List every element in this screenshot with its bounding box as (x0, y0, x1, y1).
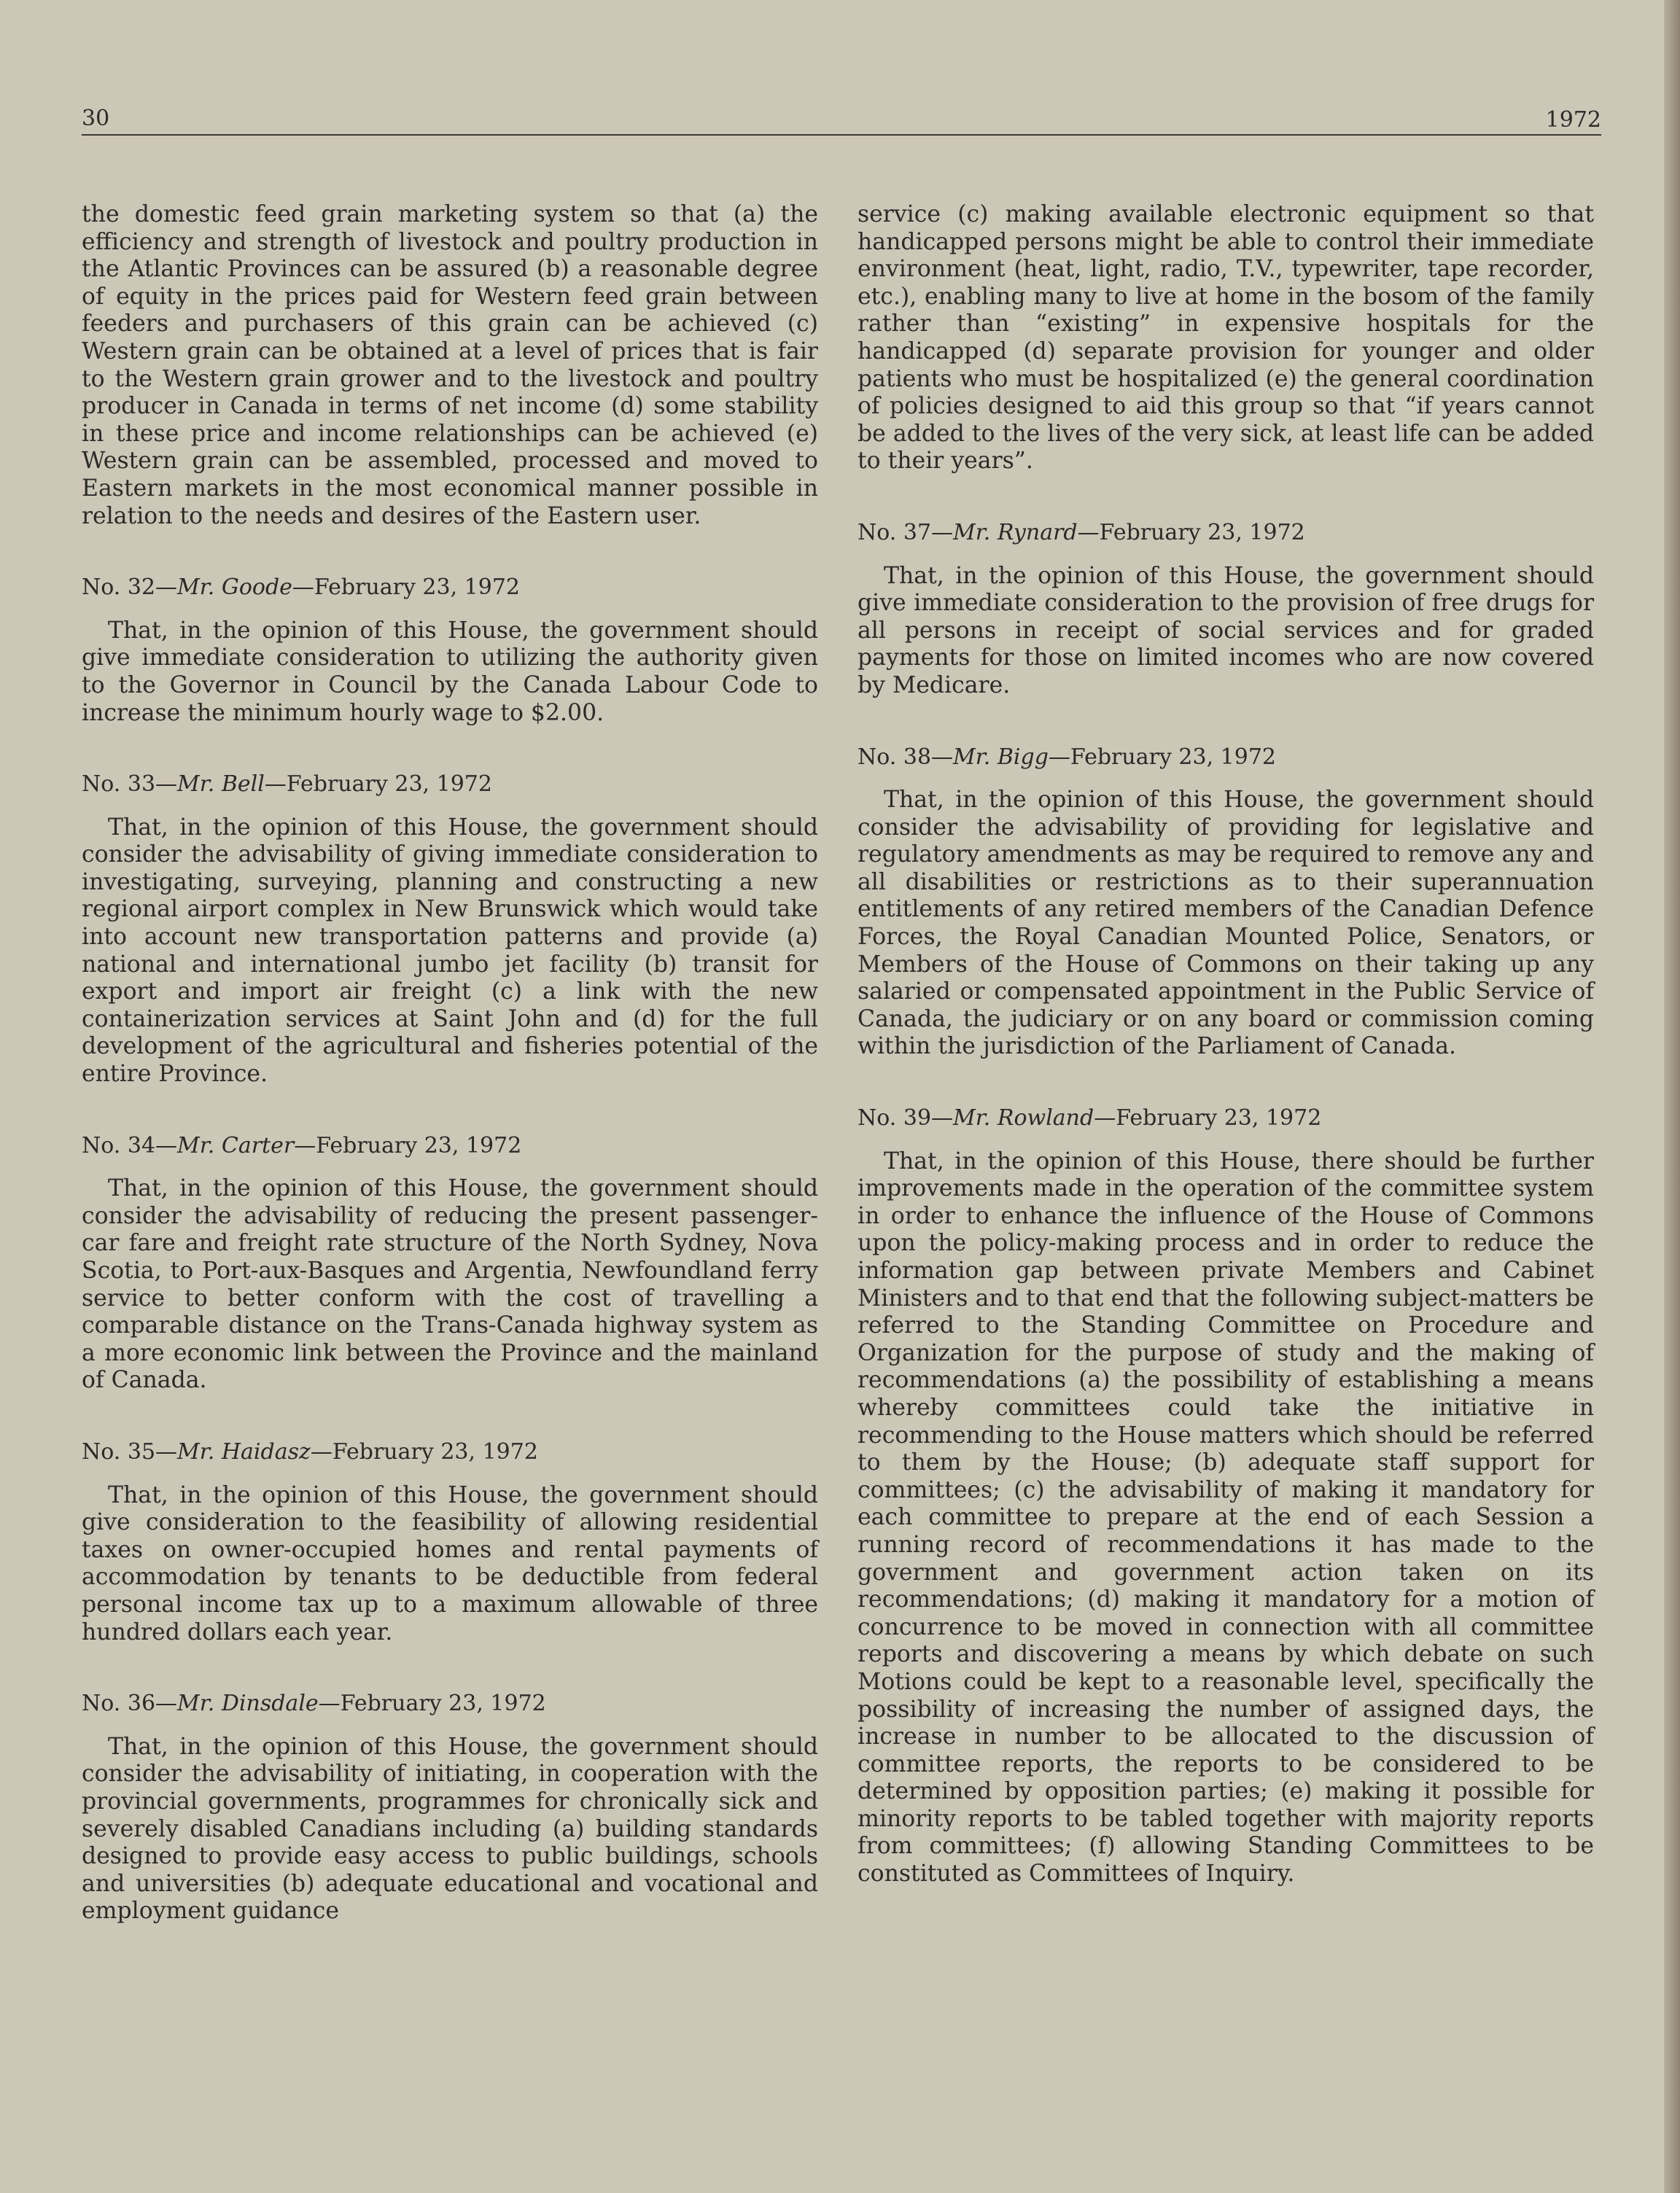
motion-title (858, 744, 1594, 771)
motion-33 (82, 771, 818, 1088)
motion-date: —February 23, 1972 (1048, 744, 1277, 770)
continued-motion-text: service (c) making available electronic equipment so that handicapped persons might be able to control their immediate environment (heat, light, radio, T.V., typewriter, tape recorder, etc.), enabling many to live at home in the bosom of the family rather than “existing” in expensive hospitals for the handicapped (d) separate provision for younger and older patients who must be hospitalized (e) the general coordination of policies designed to aid this group so that “if years cannot be added to the lives of the very sick, at least life can be added to their years”. (858, 201, 1594, 475)
motion-date: —February 23, 1972 (294, 1132, 522, 1158)
motion-34 (82, 1132, 818, 1395)
motion-member: Mr. Rowland (953, 1105, 1094, 1131)
right-column (858, 201, 1594, 1888)
motion-member: Mr. Carter (177, 1132, 295, 1158)
motion-text: That, in the opinion of this House, the government should consider the advisability of providing for legislative and regulatory amendments as may be required to remove any and all disabilities or restrictions as to their superannuation entitlements of any retired members of the Canadian Defence Forces, the Royal Canadian Mounted Police, Senators, or Members of the House of Commons on their taking up any salaried or compensated appointment in the Public Service of Canada, the judiciary or on any board or commission coming within the jurisdiction of the Parliament of Canada. (858, 787, 1594, 1060)
motion-37 (858, 519, 1594, 700)
motion-number: No. 35— (82, 1438, 178, 1465)
motion-member: Mr. Bigg (953, 744, 1049, 770)
motion-number: No. 32— (82, 574, 178, 601)
motion-date: —February 23, 1972 (318, 1691, 546, 1717)
motion-39 (858, 1105, 1594, 1888)
running-year: 1972 (1545, 107, 1601, 133)
motion-member: Mr. Haidasz (177, 1438, 311, 1465)
motion-text: That, in the opinion of this House, the government should give consideration to the feasibility of allowing residential taxes on owner-occupied homes and rental payments of accommodation by tenants to be deductible from federal personal income tax up to a maximum allowable of three hundred dollars each year. (82, 1481, 818, 1645)
motion-member: Mr. Bell (177, 771, 265, 798)
motion-member: Mr. Goode (177, 574, 292, 601)
motion-date: —February 23, 1972 (292, 574, 521, 601)
page-edge-shadow (1664, 0, 1680, 2193)
continued-motion-text: the domestic feed grain marketing system so that (a) the efficiency and strength of livestock and poultry production in the Atlantic Provinces can be assured (b) a reasonable degree of equity in the prices paid for Western feed grain between feeders and purchasers of this grain can be achieved (c) Western grain can be obtained at a level of prices that is fair to the Western grain grower and to the livestock and poultry producer in Canada in terms of net income (d) some stability in these price and income relationships can be achieved (e) Western grain can be assembled, processed and moved to Eastern markets in the most economical manner possible in relation to the needs and desires of the Eastern user. (82, 201, 818, 529)
motion-date: —February 23, 1972 (1077, 519, 1305, 545)
motion-title (82, 1132, 818, 1160)
motion-number: No. 37— (858, 519, 954, 545)
page-number: 30 (82, 106, 110, 131)
motion-title (82, 1690, 818, 1718)
motion-member: Mr. Rynard (953, 519, 1078, 545)
motion-title (82, 1438, 818, 1466)
motion-text: That, in the opinion of this House, the government should consider the advisability of initiating, in cooperation with the provincial governments, programmes for chronically sick and severely disabled Canadians including (a) building standards designed to provide easy access to public buildings, schools and universities (b) adequate educational and vocational and employment guidance (82, 1733, 818, 1925)
motion-title (858, 519, 1594, 547)
motion-number: No. 34— (82, 1132, 178, 1158)
motion-35 (82, 1438, 818, 1646)
motion-date: —February 23, 1972 (1094, 1105, 1322, 1131)
motion-text: That, in the opinion of this House, the government should consider the advisability of giving immediate consideration to investigating, surveying, planning and constructing a new regional airport complex in New Brunswick which would take into account new transportation patterns and provide (a) national and international jumbo jet facility (b) transit for export and import air freight (c) a link with the new containerization services at Saint John and (d) for the full development of the agricultural and fisheries potential of the entire Province. (82, 814, 818, 1088)
motion-title (82, 574, 818, 601)
motion-date: —February 23, 1972 (310, 1438, 538, 1465)
motion-text: That, in the opinion of this House, the government should give immediate consideration to utilizing the authority given to the Governor in Council by the Canada Labour Code to increase the minimum hourly wage to $2.00. (82, 617, 818, 726)
motion-number: No. 36— (82, 1691, 178, 1717)
motion-text: That, in the opinion of this House, the government should give immediate consideration to the provision of free drugs for all persons in receipt of social services and for graded payments for those on limited incomes who are now covered by Medicare. (858, 562, 1594, 698)
motion-number: No. 33— (82, 771, 178, 798)
motion-date: —February 23, 1972 (264, 771, 492, 798)
motion-number: No. 39— (858, 1105, 954, 1131)
motion-title (858, 1105, 1594, 1132)
motion-title (82, 771, 818, 798)
motion-text: That, in the opinion of this House, the government should consider the advisability of reducing the present passenger-car fare and freight rate structure of the North Sydney, Nova Scotia, to Port-aux-Basques and Argentia, Newfoundland ferry service to better conform with the cost of travelling a comparable distance on the Trans-Canada highway system as a more economic link between the Province and the mainland of Canada. (82, 1175, 818, 1394)
motion-32 (82, 574, 818, 727)
motion-member: Mr. Dinsdale (177, 1691, 319, 1717)
motion-number: No. 38— (858, 744, 954, 770)
motion-36 (82, 1690, 818, 1925)
page-header (82, 102, 1601, 136)
motion-38 (858, 744, 1594, 1062)
left-column (82, 201, 818, 1925)
motion-text: That, in the opinion of this House, there should be further improvements made in the operation of the committee system in order to enhance the influence of the House of Commons upon the policy-making process and in order to reduce the information gap between private Members and Cabinet Ministers and to that end that the following subject-matters be referred to the Standing Committee on Procedure and Organization for the purpose of study and the making of recommendations (a) the possibility of establishing a means whereby committees could take the initiative in recommending to the House matters which should be referred to them by the House; (b) adequate staff support for committees; (c) the advisability of making it mandatory for each committee to prepare at the end of each Session a running record of recommendations it has made to the government and government action taken on its recommendations; (d) making it mandatory for a motion of concurrence to be moved in connection with all committee reports and discovering a means by which debate on such Motions could be kept to a reasonable level, specifically the possibility of increasing the number of assigned days, the increase in number to be allocated to the discussion of committee reports, the reports to be considered to be determined by opposition parties; (e) making it possible for minority reports to be tabled together with majority reports from committees; (f) allowing Standing Committees to be constituted as Committees of Inquiry. (858, 1148, 1594, 1888)
